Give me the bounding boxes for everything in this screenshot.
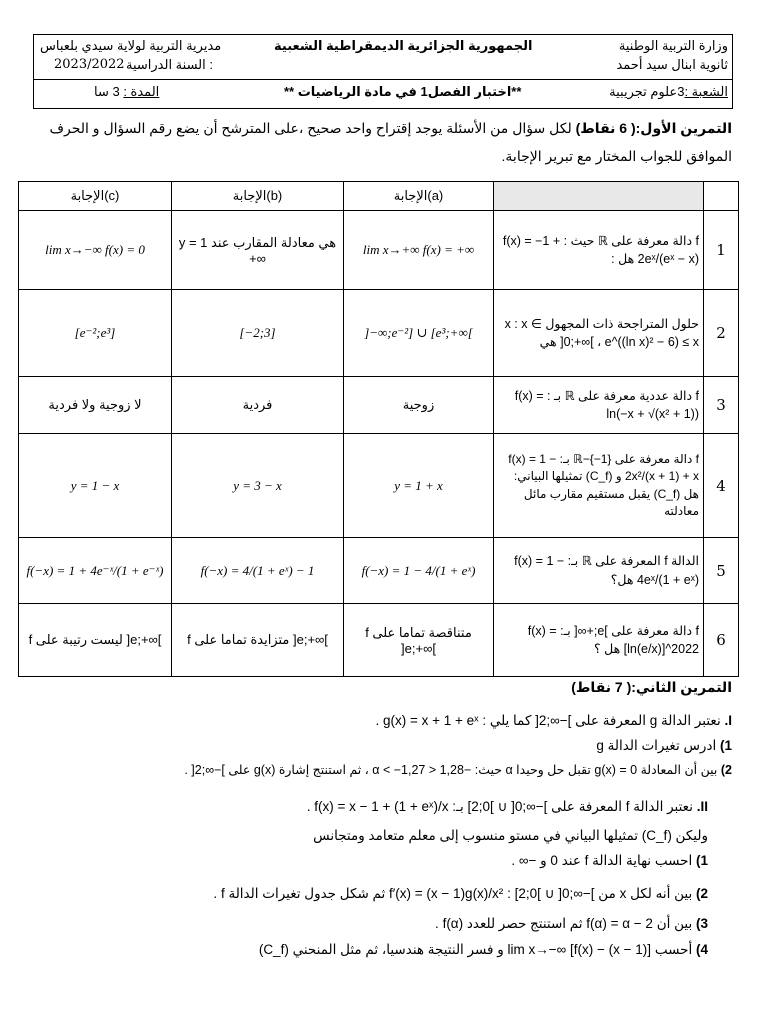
item-number: 1) xyxy=(719,738,732,753)
table-row xyxy=(19,604,739,677)
exam-header xyxy=(33,34,733,109)
part2-intro2: وليكن (C_f) تمثيلها البياني في مستو منسوب إلى معلم متعامد ومتجانس xyxy=(313,828,708,843)
republic-label: الجمهورية الجزائرية الديمقراطية الشعبية xyxy=(274,38,533,53)
duration-label: المدة : xyxy=(123,84,160,99)
table-row xyxy=(19,434,739,538)
answer-c: لا زوجية ولا فردية xyxy=(19,377,172,434)
exercise1-title: التمرين الأول:( 6 نقاط) xyxy=(575,120,732,136)
item-number: 1) xyxy=(695,853,708,868)
question-number: 6 xyxy=(704,604,739,677)
directorate-label: مديرية التربية لولاية سيدي بلعباس xyxy=(40,38,222,53)
answer-b: f متزايدة تماما على ]e;+∞[ xyxy=(172,604,344,677)
duration-value: 3 سا xyxy=(94,84,120,99)
part1-intro xyxy=(375,713,732,729)
item-text: بين أن f(α) = α − 2 ثم استنتج حصر للعدد f(α) . xyxy=(435,916,693,931)
answer-a: f متناقصة تماما على ]e;+∞[ xyxy=(344,604,494,677)
item-text: ادرس تغيرات الدالة g xyxy=(596,738,717,753)
ministry-label: وزارة التربية الوطنية xyxy=(618,38,728,53)
question-number: 3 xyxy=(704,377,739,434)
question-number: 5 xyxy=(704,538,739,604)
list-item xyxy=(435,916,708,932)
item-number: 2) xyxy=(695,886,708,901)
school-year-label: السنة الدراسية : xyxy=(126,57,213,72)
answer-c: [e⁻²;e³] xyxy=(19,290,172,377)
item-number: 4) xyxy=(695,942,708,957)
table-row xyxy=(19,377,739,434)
item-text: أحسب lim x→−∞ [f(x) − (x − 1)] و فسر النتيجة هندسيا، ثم مثل المنحني (C_f) xyxy=(258,942,693,957)
answer-c: y = 1 − x xyxy=(19,434,172,538)
answer-a: ]−∞;e⁻²] ∪ [e³;+∞[ xyxy=(344,290,494,377)
header-top-row xyxy=(34,35,732,80)
col-header-question xyxy=(494,182,704,211)
branch-value: 3علوم تجريبية xyxy=(609,84,685,99)
answer-b: f(−x) = 4/(1 + eˣ) − 1 xyxy=(172,538,344,604)
item-text: بين أنه لكل x من ]−∞;0[ ∪ ]0;2] : f′(x) = (x − 1)g(x)/x² ثم شكل جدول تغيرات الدالة f . xyxy=(213,886,693,901)
exercise1-intro-line2: الموافق للجواب المختار مع تبرير الإجابة. xyxy=(501,148,732,164)
answer-b: فردية xyxy=(172,377,344,434)
exam-title: ** اختبار الفصل1 في مادة الرياضيات** xyxy=(284,84,522,99)
item-text: احسب نهاية الدالة f عند 0 و −∞ . xyxy=(511,853,693,868)
question-text: حلول المتراجحة ذات المجهول x : x ∈ ]0;+∞[ ، e^((ln x)² − 6) ≤ x هي xyxy=(494,290,704,377)
header-bottom-row xyxy=(34,79,732,109)
branch-label: الشعبة : xyxy=(684,84,728,99)
exercise1-intro-text: لكل سؤال من الأسئلة يوجد إقتراح واحد صحيح ،على المترشح أن يضع رقم السؤال و الحرف xyxy=(49,120,572,136)
question-number: 1 xyxy=(704,211,739,290)
col-header-c: الإجابة(c) xyxy=(19,182,172,211)
answer-a: lim x→+∞ f(x) = +∞ xyxy=(344,211,494,290)
answer-c: lim x→−∞ f(x) = 0 xyxy=(19,211,172,290)
mcq-table xyxy=(18,181,739,677)
question-text: الدالة f المعرفة على ℝ بـ: f(x) = 1 − 4eˣ/(1 + eˣ) هل؟ xyxy=(494,538,704,604)
col-header-b: الإجابة(b) xyxy=(172,182,344,211)
answer-a: زوجية xyxy=(344,377,494,434)
table-row xyxy=(19,538,739,604)
list-item xyxy=(511,853,708,869)
question-text: f دالة معرفة على ℝ−{−1} بـ: f(x) = 1 − 2x²/(x + 1) + x و (C_f) تمثيلها البياني: هل (C_f) يقبل مستقيم مقارب مائل معادلته xyxy=(494,434,704,538)
exercise2-title: التمرين الثاني:( 7 نقاط) xyxy=(571,679,732,695)
question-text: f دالة معرفة على ]e;+∞[ بـ: f(x) = [ln(e/x)]^2022 هل ؟ xyxy=(494,604,704,677)
exercise1-intro-line1 xyxy=(49,120,732,137)
part1-marker: I. xyxy=(724,713,732,728)
question-text: f دالة عددية معرفة على ℝ بـ : f(x) = ln(−x + √(x² + 1)) xyxy=(494,377,704,434)
list-item xyxy=(596,738,732,754)
question-number: 2 xyxy=(704,290,739,377)
answer-b: [−2;3] xyxy=(172,290,344,377)
answer-a: f(−x) = 1 − 4/(1 + eˣ) xyxy=(344,538,494,604)
answer-a: y = 1 + x xyxy=(344,434,494,538)
item-number: 2) xyxy=(720,763,732,777)
table-row xyxy=(19,211,739,290)
answer-c: f(−x) = 1 + 4e⁻ˣ/(1 + e⁻ˣ) xyxy=(19,538,172,604)
duration-info xyxy=(94,84,159,100)
part2-marker: II. xyxy=(696,799,708,814)
item-number: 3) xyxy=(695,916,708,931)
mcq-header-row xyxy=(19,182,739,211)
col-header-a: الإجابة(a) xyxy=(344,182,494,211)
answer-b: y = 1 هي معادلة المقارب عند +∞ xyxy=(172,211,344,290)
part2-intro-text: نعتبر الدالة f المعرفة على ]−∞;0[ ∪ ]0;2] بـ: f(x) = x − 1 + (1 + eˣ)/x . xyxy=(306,799,693,814)
branch-info xyxy=(609,84,728,100)
table-row xyxy=(19,290,739,377)
answer-b: y = 3 − x xyxy=(172,434,344,538)
item-text: بين أن المعادلة g(x) = 0 تقبل حل وحيدا α حيث: −1,28 < α < −1,27 ، ثم استنتج إشارة g(x) على ]−∞;2[ . xyxy=(184,763,718,777)
list-item xyxy=(184,762,732,777)
school-label: ثانوية ابنال سيد أحمد xyxy=(616,57,728,72)
part1-intro-text: نعتبر الدالة g المعرفة على ]−∞;2[ كما يلي : g(x) = x + 1 + eˣ . xyxy=(375,713,721,728)
list-item xyxy=(213,886,708,902)
question-number: 4 xyxy=(704,434,739,538)
question-text: f دالة معرفة على ℝ حيث : f(x) = −1 + 2eˣ/(eˣ − x) هل : xyxy=(494,211,704,290)
answer-c: f ليست رتيبة على ]e;+∞[ xyxy=(19,604,172,677)
list-item xyxy=(259,942,708,958)
part2-intro xyxy=(307,799,708,815)
school-year-value: 2023/2022 xyxy=(54,57,125,72)
col-header-number xyxy=(704,182,739,211)
